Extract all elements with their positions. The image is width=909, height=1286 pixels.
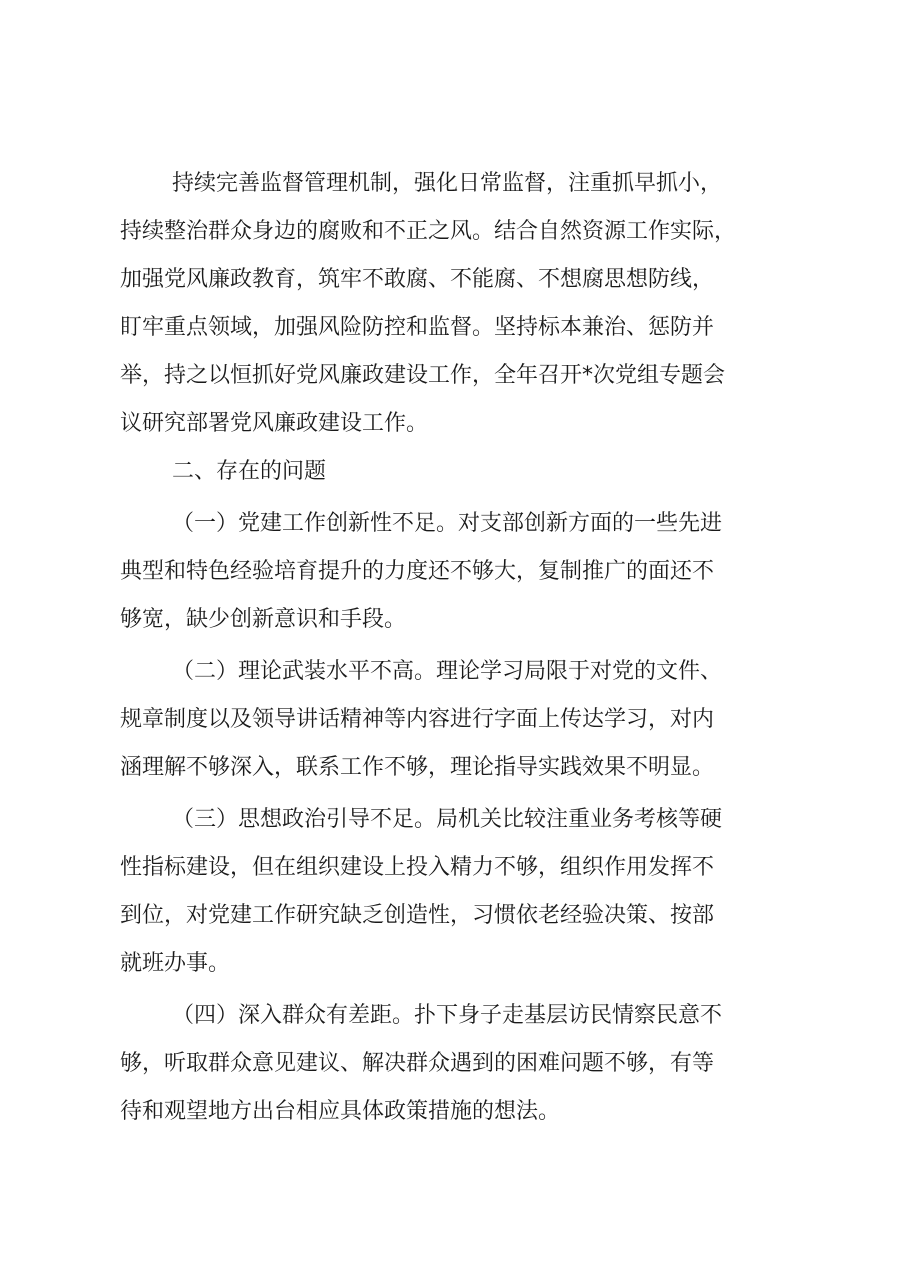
paragraph-line: （三）思想政治引导不足。局机关比较注重业务考核等硬 bbox=[172, 807, 723, 832]
paragraph-line: 盯牢重点领域，加强风险防控和监督。坚持标本兼治、惩防并 bbox=[120, 315, 715, 340]
paragraph-line: 待和观望地方出台相应具体政策措施的想法。 bbox=[120, 1099, 561, 1124]
paragraph-line: 典型和特色经验培育提升的力度还不够大，复制推广的面还不 bbox=[120, 559, 715, 584]
paragraph-line: 够，听取群众意见建议、解决群众遇到的困难问题不够，有等 bbox=[120, 1051, 715, 1076]
paragraph-line: 持续完善监督管理机制，强化日常监督，注重抓早抓小， bbox=[172, 171, 723, 196]
paragraph-line: 到位，对党建工作研究缺乏创造性，习惯依老经验决策、按部 bbox=[120, 903, 715, 928]
paragraph-line: 规章制度以及领导讲话精神等内容进行字面上传达学习，对内 bbox=[120, 707, 715, 732]
paragraph-line: （二）理论武装水平不高。理论学习局限于对党的文件、 bbox=[172, 659, 723, 684]
section-heading: 二、存在的问题 bbox=[172, 459, 327, 484]
paragraph-line: 议研究部署党风廉政建设工作。 bbox=[120, 411, 429, 436]
paragraph-line: 持续整治群众身边的腐败和不正之风。结合自然资源工作实际， bbox=[120, 219, 737, 244]
paragraph-line: 够宽，缺少创新意识和手段。 bbox=[120, 607, 407, 632]
paragraph-line: 加强党风廉政教育，筑牢不敢腐、不能腐、不想腐思想防线， bbox=[120, 267, 715, 292]
paragraph-line: （一）党建工作创新性不足。对支部创新方面的一些先进 bbox=[172, 511, 723, 536]
paragraph-line: 就班办事。 bbox=[120, 951, 231, 976]
paragraph-line: 举，持之以恒抓好党风廉政建设工作，全年召开*次党组专题会 bbox=[120, 363, 726, 388]
paragraph-line: 涵理解不够深入，联系工作不够，理论指导实践效果不明显。 bbox=[120, 755, 715, 780]
paragraph-line: 性指标建设，但在组织建设上投入精力不够，组织作用发挥不 bbox=[120, 855, 715, 880]
paragraph-line: （四）深入群众有差距。扑下身子走基层访民情察民意不 bbox=[172, 1003, 723, 1028]
